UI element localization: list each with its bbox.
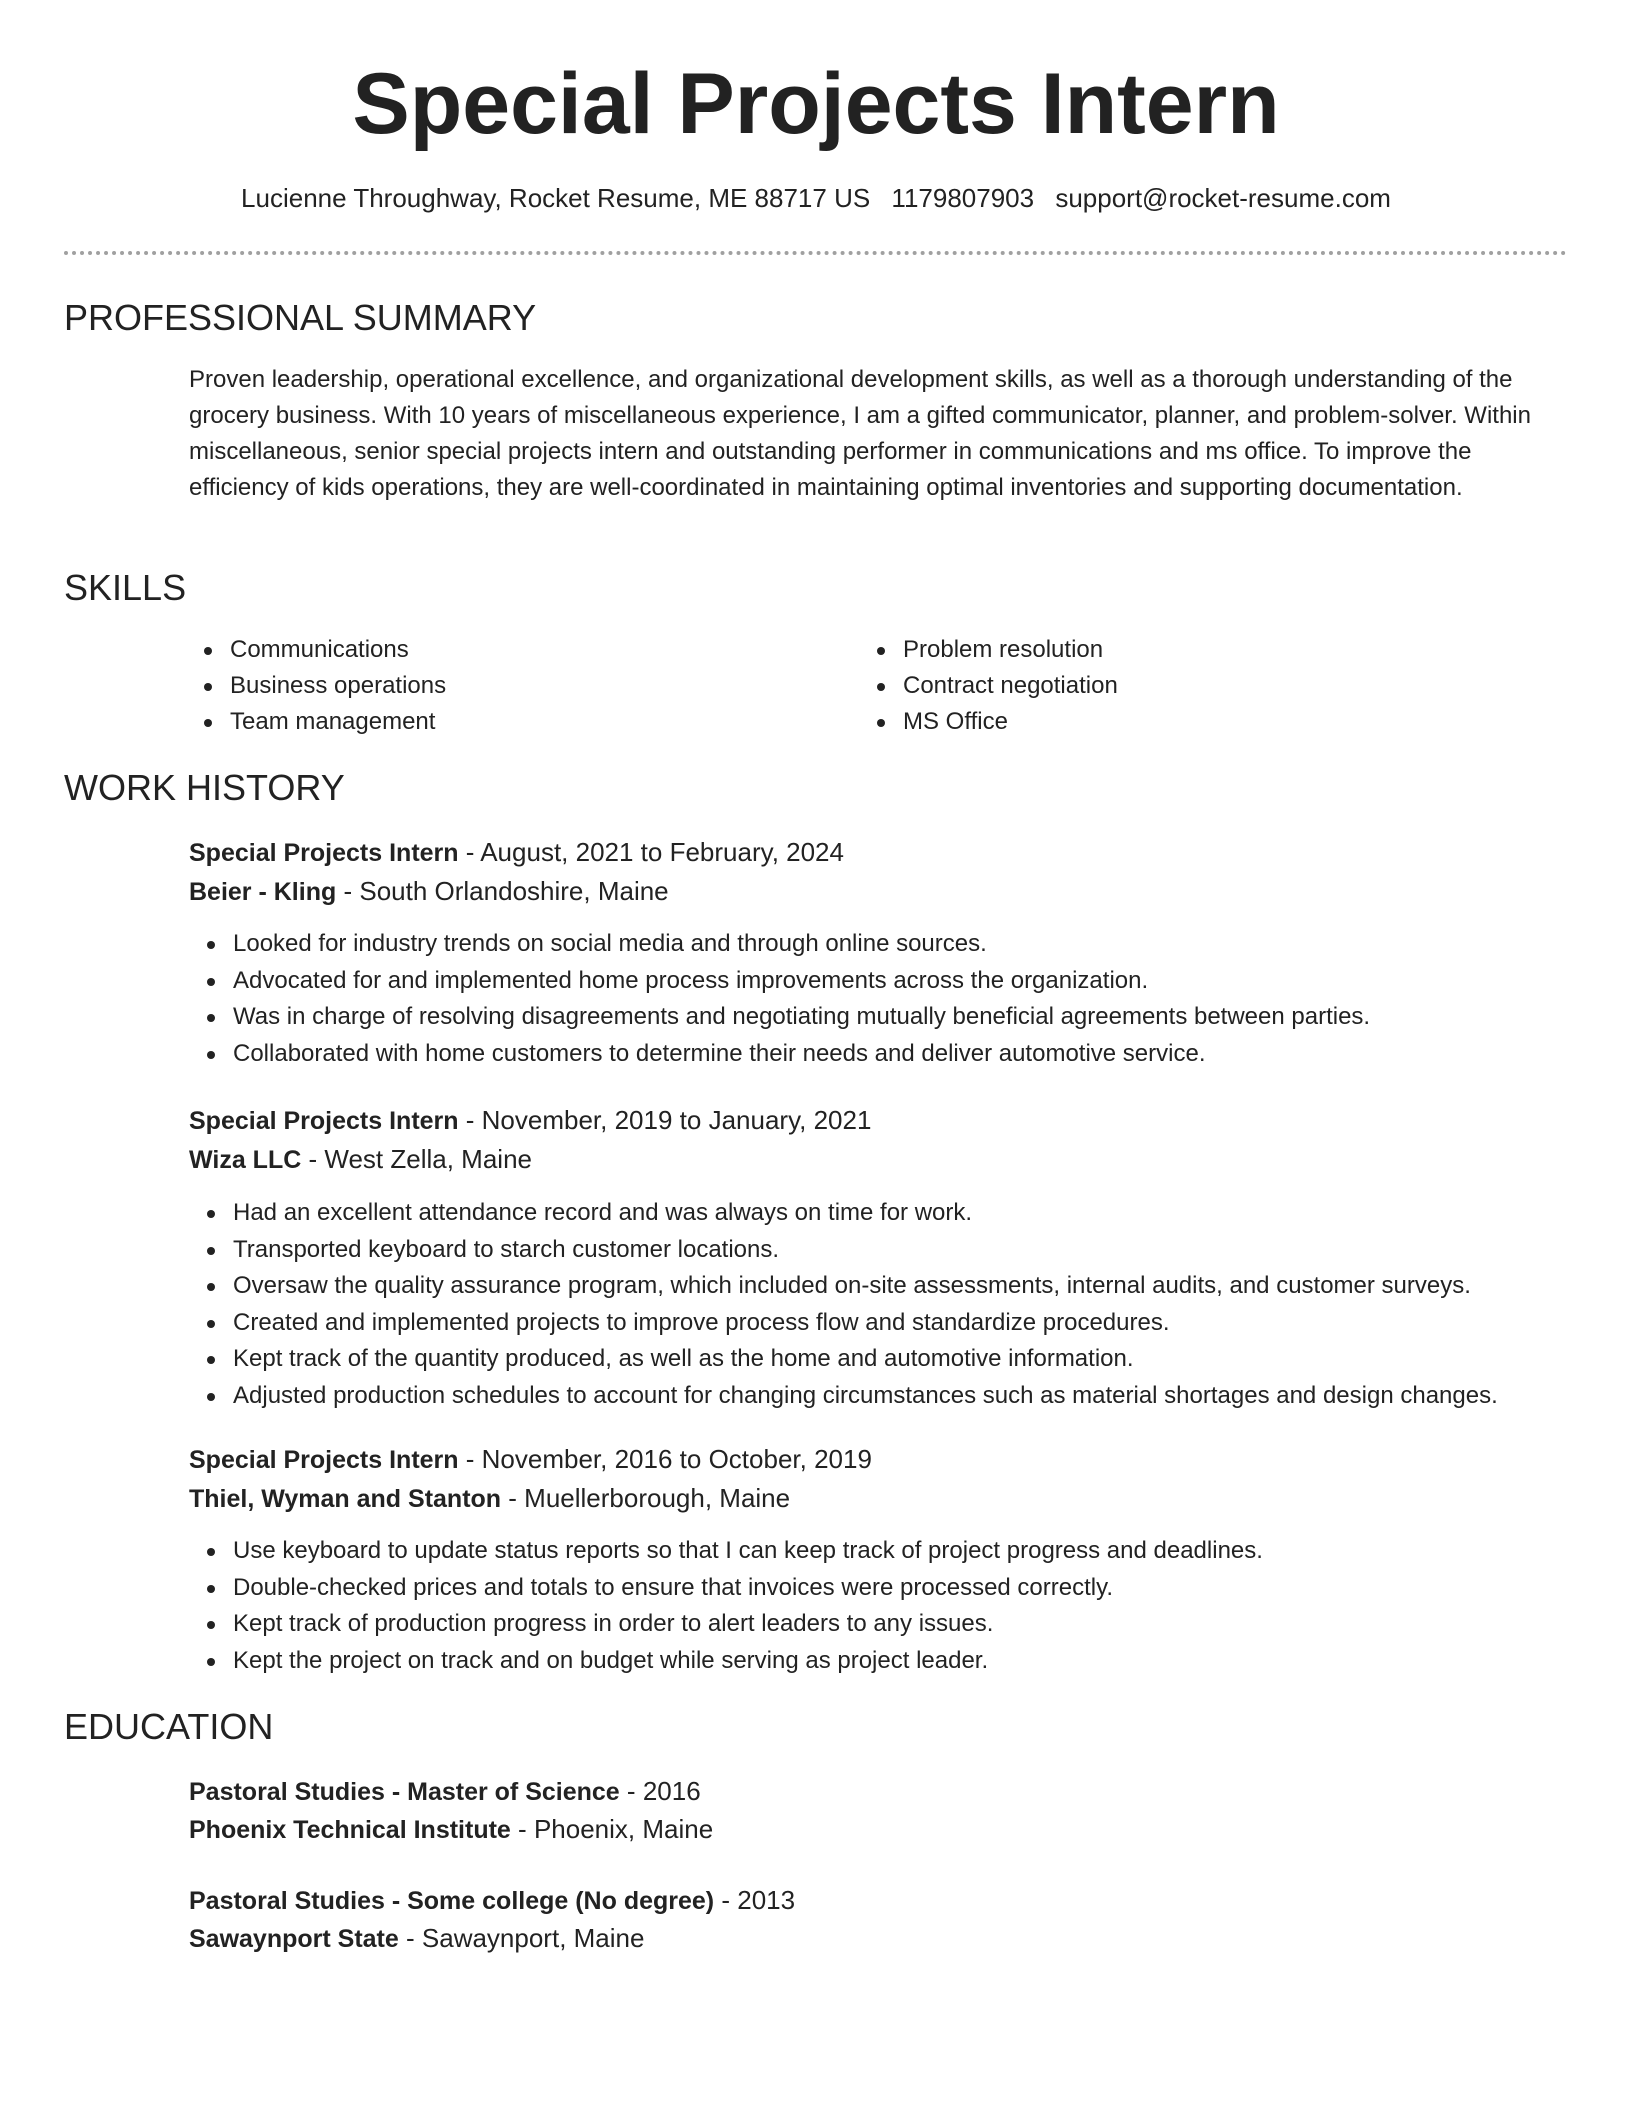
- education-degree: Pastoral Studies - Master of Science: [189, 1778, 620, 1806]
- education-heading: EDUCATION: [64, 1706, 274, 1747]
- job-title: Special Projects Intern: [189, 839, 459, 867]
- separator: -: [458, 1105, 482, 1135]
- list-item: Oversaw the quality assurance program, which included on-site assessments, internal audits, and customer surveys.: [233, 1268, 1498, 1305]
- job-location: South Orlandoshire, Maine: [359, 876, 669, 906]
- separator: -: [458, 837, 481, 867]
- job-company-line: [189, 872, 669, 911]
- job-bullets: [189, 1195, 1498, 1414]
- job-bullets: [189, 1533, 1263, 1679]
- job-location: West Zella, Maine: [324, 1144, 532, 1174]
- list-item: Had an excellent attendance record and was always on time for work.: [233, 1195, 1498, 1232]
- education-year: 2013: [737, 1885, 796, 1915]
- list-item: Advocated for and implemented home process improvements across the organization.: [233, 963, 1370, 1000]
- education-degree-line: [189, 1881, 795, 1920]
- separator: -: [714, 1885, 738, 1915]
- contact-line: [0, 180, 1632, 216]
- job-title: Special Projects Intern: [189, 1446, 459, 1474]
- education-location: Sawaynport, Maine: [421, 1923, 645, 1953]
- separator: -: [458, 1444, 482, 1474]
- education-school-line: [189, 1919, 644, 1958]
- job-dates: November, 2019 to January, 2021: [481, 1105, 872, 1135]
- list-item: Looked for industry trends on social media and through online sources.: [233, 926, 1370, 963]
- work-heading: WORK HISTORY: [64, 767, 345, 808]
- job-company-line: [189, 1140, 532, 1179]
- list-item: Double-checked prices and totals to ensure that invoices were processed correctly.: [233, 1570, 1263, 1607]
- summary-heading: PROFESSIONAL SUMMARY: [64, 297, 537, 338]
- skill-item: Contract negotiation: [903, 668, 1118, 704]
- separator: -: [301, 1144, 325, 1174]
- skills-list-right: [859, 632, 1118, 740]
- list-item: Kept the project on track and on budget while serving as project leader.: [233, 1643, 1263, 1680]
- job-company: Thiel, Wyman and Stanton: [189, 1485, 502, 1513]
- separator: -: [398, 1923, 422, 1953]
- education-school: Sawaynport State: [189, 1925, 399, 1953]
- summary-text: Proven leadership, operational excellence, and organizational development skills, as well as a thorough understanding of the grocery business. With 10 years of miscellaneous experience, I am a gifted communicator, planner, and problem-solver. Within miscellaneous, senior special projects intern and outstanding performer in communications and ms office. To improve the efficiency of kids operations, they are well-coordinated in maintaining optimal inventories and supporting documentation.: [189, 366, 1531, 501]
- job-dates: November, 2016 to October, 2019: [481, 1444, 872, 1474]
- list-item: Use keyboard to update status reports so that I can keep track of project progress and deadlines.: [233, 1533, 1263, 1570]
- contact-phone: 1179807903: [891, 183, 1035, 213]
- list-item: Kept track of the quantity produced, as well as the home and automotive information.: [233, 1341, 1498, 1378]
- list-item: Kept track of production progress in order to alert leaders to any issues.: [233, 1606, 1263, 1643]
- job-bullets: [189, 926, 1370, 1072]
- list-item: Transported keyboard to starch customer locations.: [233, 1232, 1498, 1269]
- list-item: Created and implemented projects to improve process flow and standardize procedures.: [233, 1305, 1498, 1342]
- skill-item: Problem resolution: [903, 632, 1118, 668]
- education-degree: Pastoral Studies - Some college (No degree): [189, 1887, 715, 1915]
- job-title: Special Projects Intern: [189, 1107, 459, 1135]
- separator: -: [619, 1776, 643, 1806]
- job-dates: August, 2021 to February, 2024: [480, 837, 844, 867]
- skills-list-left: [186, 632, 446, 740]
- education-degree-line: [189, 1772, 701, 1811]
- job-company: Wiza LLC: [189, 1146, 302, 1174]
- skill-item: Communications: [230, 632, 446, 668]
- separator: -: [336, 876, 360, 906]
- skill-item: MS Office: [903, 704, 1118, 740]
- job-location: Muellerborough, Maine: [524, 1483, 791, 1513]
- separator: -: [510, 1814, 534, 1844]
- list-item: Was in charge of resolving disagreements and negotiating mutually beneficial agreements between parties.: [233, 999, 1370, 1036]
- education-location: Phoenix, Maine: [533, 1814, 714, 1844]
- job-title-line: [189, 833, 844, 872]
- separator: -: [501, 1483, 525, 1513]
- contact-email[interactable]: support@rocket-resume.com: [1055, 183, 1391, 213]
- job-title-line: [189, 1101, 871, 1140]
- education-school-line: [189, 1810, 713, 1849]
- skills-heading: SKILLS: [64, 567, 187, 608]
- job-company-line: [189, 1479, 790, 1518]
- education-school: Phoenix Technical Institute: [189, 1816, 511, 1844]
- list-item: Collaborated with home customers to determine their needs and deliver automotive service.: [233, 1036, 1370, 1073]
- header-divider: [64, 251, 1567, 255]
- skill-item: Business operations: [230, 668, 446, 704]
- resume-title: Special Projects Intern: [352, 56, 1280, 152]
- job-title-line: [189, 1440, 872, 1479]
- education-year: 2016: [642, 1776, 701, 1806]
- skill-item: Team management: [230, 704, 446, 740]
- job-company: Beier - Kling: [189, 878, 337, 906]
- contact-address: Lucienne Throughway, Rocket Resume, ME 88717 US: [241, 183, 871, 213]
- list-item: Adjusted production schedules to account for changing circumstances such as material shortages and design changes.: [233, 1378, 1498, 1415]
